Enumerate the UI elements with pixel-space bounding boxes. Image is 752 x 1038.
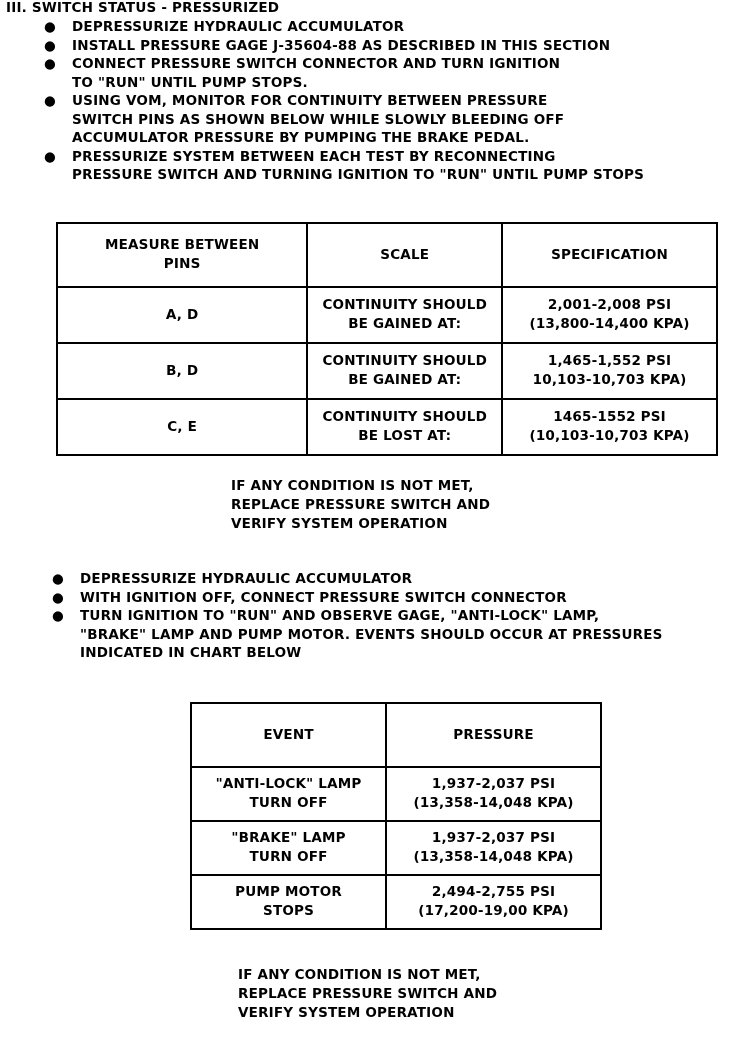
step-line: DEPRESSURIZE HYDRAULIC ACCUMULATOR: [80, 571, 413, 587]
spec-cell: 1465-1552 PSI (10,103-10,703 KPA): [502, 399, 717, 455]
scale-cell: CONTINUITY SHOULD BE GAINED AT:: [307, 343, 502, 399]
step-item: [44, 148, 732, 185]
step-line: USING VOM, MONITOR FOR CONTINUITY BETWEEN PRESSURE: [72, 93, 548, 109]
replace-switch-note: IF ANY CONDITION IS NOT MET, REPLACE PRESSURE SWITCH AND VERIFY SYSTEM OPERATION: [231, 478, 491, 532]
table-row: [57, 287, 717, 343]
pins-cell: C, E: [57, 399, 307, 455]
table-header-row: [57, 223, 717, 287]
bullet-icon: ●: [44, 56, 56, 72]
bullet-icon: ●: [44, 37, 56, 54]
pressure-cell: 1,937-2,037 PSI (13,358-14,048 KPA): [386, 767, 601, 821]
step-line: DEPRESSURIZE HYDRAULIC ACCUMULATOR: [72, 19, 405, 35]
step-item: [52, 607, 752, 663]
pin-continuity-table: [56, 222, 718, 456]
table-row: [191, 821, 601, 875]
top-step-list: [44, 18, 732, 185]
bullet-icon: ●: [52, 571, 64, 587]
event-pressure-table: [190, 702, 602, 930]
pins-cell: B, D: [57, 343, 307, 399]
scale-cell: CONTINUITY SHOULD BE LOST AT:: [307, 399, 502, 455]
table-row: [191, 767, 601, 821]
table-row: [57, 399, 717, 455]
step-line: CONNECT PRESSURE SWITCH CONNECTOR AND TURN IGNITION: [72, 56, 561, 72]
step-line: PRESSURE SWITCH AND TURNING IGNITION TO "RUN" UNTIL PUMP STOPS: [72, 167, 645, 183]
bullet-icon: ●: [44, 93, 56, 109]
step-line: INDICATED IN CHART BELOW: [80, 645, 302, 661]
replace-switch-note-2: IF ANY CONDITION IS NOT MET, REPLACE PRESSURE SWITCH AND VERIFY SYSTEM OPERATION: [238, 967, 498, 1021]
step-item: [44, 18, 732, 37]
event-cell: PUMP MOTOR STOPS: [191, 875, 386, 929]
event-cell: "ANTI-LOCK" LAMP TURN OFF: [191, 767, 386, 821]
step-line: PRESSURIZE SYSTEM BETWEEN EACH TEST BY RECONNECTING: [72, 148, 556, 165]
step-item: [52, 589, 752, 608]
pressure-cell: 1,937-2,037 PSI (13,358-14,048 KPA): [386, 821, 601, 875]
bullet-icon: ●: [52, 589, 64, 606]
header-cell-specification: SPECIFICATION: [502, 223, 717, 287]
bullet-icon: ●: [44, 148, 56, 165]
table-row: [57, 343, 717, 399]
step-line: TO "RUN" UNTIL PUMP STOPS.: [72, 74, 308, 91]
step-item: [52, 570, 752, 589]
event-cell: "BRAKE" LAMP TURN OFF: [191, 821, 386, 875]
spec-cell: 2,001-2,008 PSI (13,800-14,400 KPA): [502, 287, 717, 343]
bottom-step-list: [52, 570, 752, 663]
bullet-icon: ●: [44, 19, 56, 35]
header-cell-event: EVENT: [191, 703, 386, 767]
header-cell-pressure: PRESSURE: [386, 703, 601, 767]
step-line: ACCUMULATOR PRESSURE BY PUMPING THE BRAKE PEDAL.: [72, 130, 530, 146]
step-item: [44, 55, 732, 92]
table-row: [191, 875, 601, 929]
pins-cell: A, D: [57, 287, 307, 343]
section-heading: III. SWITCH STATUS - PRESSURIZED: [6, 0, 280, 16]
spec-cell: 1,465-1,552 PSI 10,103-10,703 KPA): [502, 343, 717, 399]
step-item: [44, 37, 732, 56]
table-header-row: [191, 703, 601, 767]
step-line: TURN IGNITION TO "RUN" AND OBSERVE GAGE, "ANTI-LOCK" LAMP,: [80, 608, 600, 624]
step-item: [44, 92, 732, 148]
step-line: INSTALL PRESSURE GAGE J-35604-88 AS DESCRIBED IN THIS SECTION: [72, 37, 611, 54]
scale-cell: CONTINUITY SHOULD BE GAINED AT:: [307, 287, 502, 343]
step-line: "BRAKE" LAMP AND PUMP MOTOR. EVENTS SHOULD OCCUR AT PRESSURES: [80, 626, 663, 643]
header-cell-pins: MEASURE BETWEEN PINS: [57, 223, 307, 287]
bullet-icon: ●: [52, 608, 64, 624]
step-line: SWITCH PINS AS SHOWN BELOW WHILE SLOWLY BLEEDING OFF: [72, 111, 565, 128]
header-cell-scale: SCALE: [307, 223, 502, 287]
step-line: WITH IGNITION OFF, CONNECT PRESSURE SWITCH CONNECTOR: [80, 589, 567, 606]
pressure-cell: 2,494-2,755 PSI (17,200-19,00 KPA): [386, 875, 601, 929]
